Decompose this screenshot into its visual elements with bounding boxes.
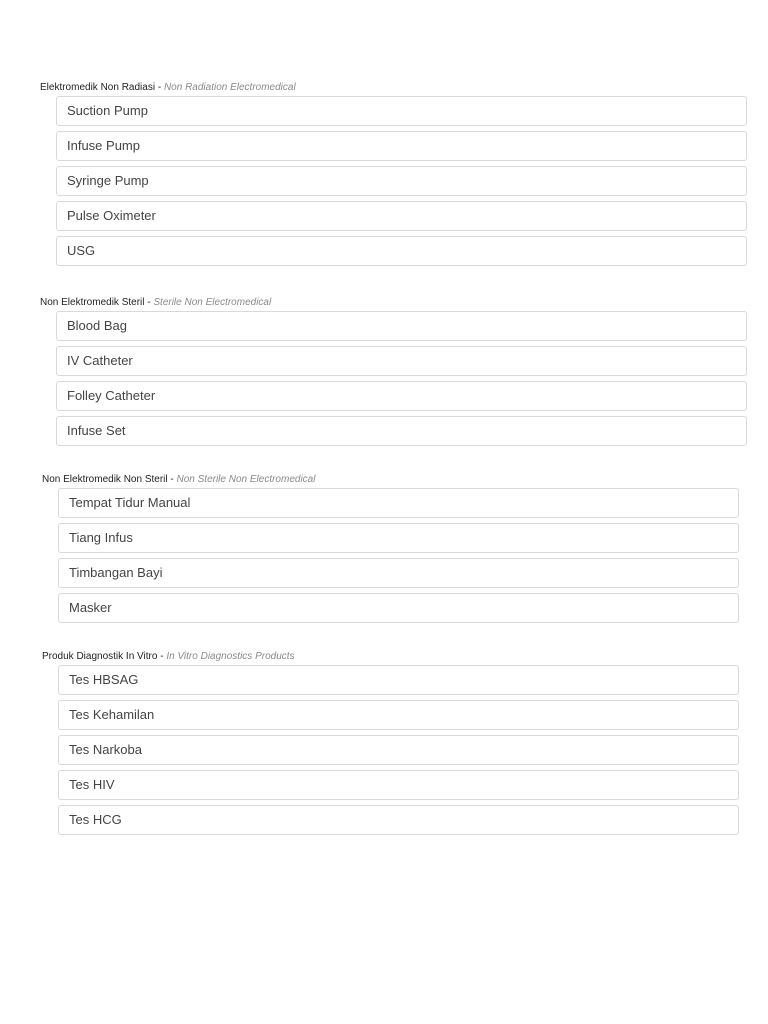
section-subtitle: Non Radiation Electromedical [163,82,296,93]
section-non-sterile-non-electromedical [42,474,739,628]
list-item[interactable]: Infuse Pump [56,131,747,161]
list-item[interactable]: USG [56,236,747,266]
section-title-text: Non Elektromedik Non Steril [42,474,168,485]
list-item[interactable]: Suction Pump [56,96,747,126]
list-item[interactable]: Tes HBSAG [58,665,739,695]
list-item[interactable]: Masker [58,593,739,623]
list-item[interactable]: Tempat Tidur Manual [58,488,739,518]
list-item[interactable]: Pulse Oximeter [56,201,747,231]
section-subtitle: In Vitro Diagnostics Products [166,651,295,662]
list-item[interactable]: Tes Kehamilan [58,700,739,730]
list-item[interactable]: Tiang Infus [58,523,739,553]
section-title-separator: - [144,297,154,308]
section-title-text: Non Elektromedik Steril [40,297,145,308]
section-title-separator: - [157,651,167,662]
section-non-radiation-electromedical [40,82,747,271]
section-title-text: Produk Diagnostik In Vitro [42,651,158,662]
section-title-text: Elektromedik Non Radiasi [40,82,156,93]
list-item[interactable]: Tes Narkoba [58,735,739,765]
product-list [58,665,739,835]
section-subtitle: Sterile Non Electromedical [153,297,272,308]
list-item[interactable]: Folley Catheter [56,381,747,411]
section-sterile-non-electromedical [40,297,747,451]
section-in-vitro-diagnostics [42,651,739,840]
product-list [56,311,747,446]
list-item[interactable]: Tes HCG [58,805,739,835]
product-list [56,96,747,266]
list-item[interactable]: Tes HIV [58,770,739,800]
product-list [58,488,739,623]
section-title [40,82,747,94]
section-title [42,651,739,663]
list-item[interactable]: Timbangan Bayi [58,558,739,588]
section-title-separator: - [167,474,177,485]
section-title-separator: - [155,82,164,93]
list-item[interactable]: IV Catheter [56,346,747,376]
list-item[interactable]: Syringe Pump [56,166,747,196]
section-title [40,297,747,309]
section-title [42,474,739,486]
list-item[interactable]: Infuse Set [56,416,747,446]
list-item[interactable]: Blood Bag [56,311,747,341]
section-subtitle: Non Sterile Non Electromedical [176,474,316,485]
